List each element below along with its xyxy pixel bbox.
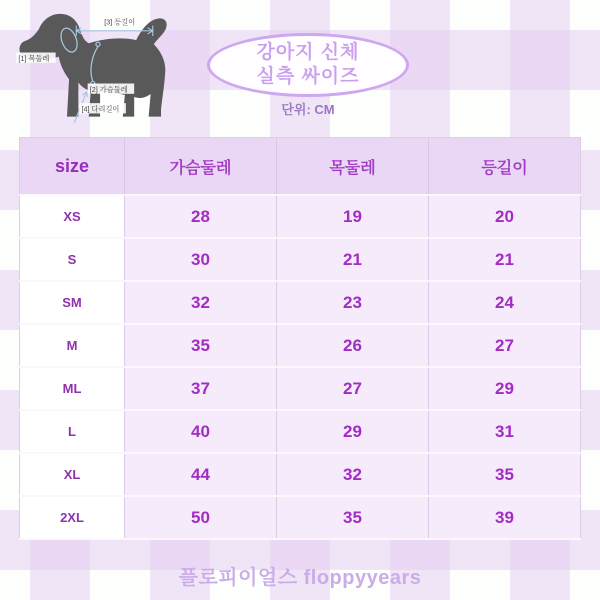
neck-label: [1] 목둘레 (18, 53, 50, 63)
table-row (20, 281, 581, 324)
neck-value: 19 (277, 195, 429, 238)
table-row (20, 324, 581, 367)
back-value: 39 (429, 496, 581, 539)
chest-value: 35 (125, 324, 277, 367)
back-value: 29 (429, 367, 581, 410)
neck-value: 23 (277, 281, 429, 324)
table-header-row (20, 138, 581, 196)
chest-value: 30 (125, 238, 277, 281)
back-value: 21 (429, 238, 581, 281)
back-value: 20 (429, 195, 581, 238)
size-label: XS (20, 195, 125, 238)
chest-value: 28 (125, 195, 277, 238)
page-title-line2: 실측 싸이즈 (256, 66, 360, 87)
column-header-size: size (20, 138, 125, 196)
size-table-container (19, 137, 581, 540)
page-title-line1: 강아지 신체 (256, 42, 360, 64)
chest-value: 40 (125, 410, 277, 453)
chest-value: 37 (125, 367, 277, 410)
back-value: 24 (429, 281, 581, 324)
table-row (20, 453, 581, 496)
chest-value: 32 (125, 281, 277, 324)
size-label: M (20, 324, 125, 367)
back-value: 31 (429, 410, 581, 453)
size-label: S (20, 238, 125, 281)
neck-value: 35 (277, 496, 429, 539)
unit-label: 단위: CM (281, 102, 335, 117)
table-row (20, 367, 581, 410)
chest-value: 44 (125, 453, 277, 496)
table-row (20, 410, 581, 453)
back-length-label: [3] 등길이 (104, 17, 136, 27)
size-label: 2XL (20, 496, 125, 539)
leg-label: [4] 다리길이 (81, 104, 120, 114)
chest-value: 50 (125, 496, 277, 539)
chest-label: [2] 가슴둘레 (89, 84, 128, 94)
table-row (20, 238, 581, 281)
column-header-chest: 가슴둘레 (125, 138, 277, 196)
column-header-back: 등길이 (429, 138, 581, 196)
column-header-neck: 목둘레 (277, 138, 429, 196)
size-table (19, 137, 581, 540)
dog-silhouette (20, 14, 167, 117)
neck-value: 32 (277, 453, 429, 496)
size-label: XL (20, 453, 125, 496)
neck-value: 27 (277, 367, 429, 410)
neck-value: 26 (277, 324, 429, 367)
table-row (20, 496, 581, 539)
back-value: 27 (429, 324, 581, 367)
neck-value: 21 (277, 238, 429, 281)
neck-value: 29 (277, 410, 429, 453)
brand-footer: 플로피이얼스 floppyyears (178, 567, 422, 589)
size-label: L (20, 410, 125, 453)
table-row (20, 195, 581, 238)
size-label: ML (20, 367, 125, 410)
back-value: 35 (429, 453, 581, 496)
title-oval (207, 33, 409, 97)
dog-measurement-diagram (10, 6, 186, 130)
size-label: SM (20, 281, 125, 324)
